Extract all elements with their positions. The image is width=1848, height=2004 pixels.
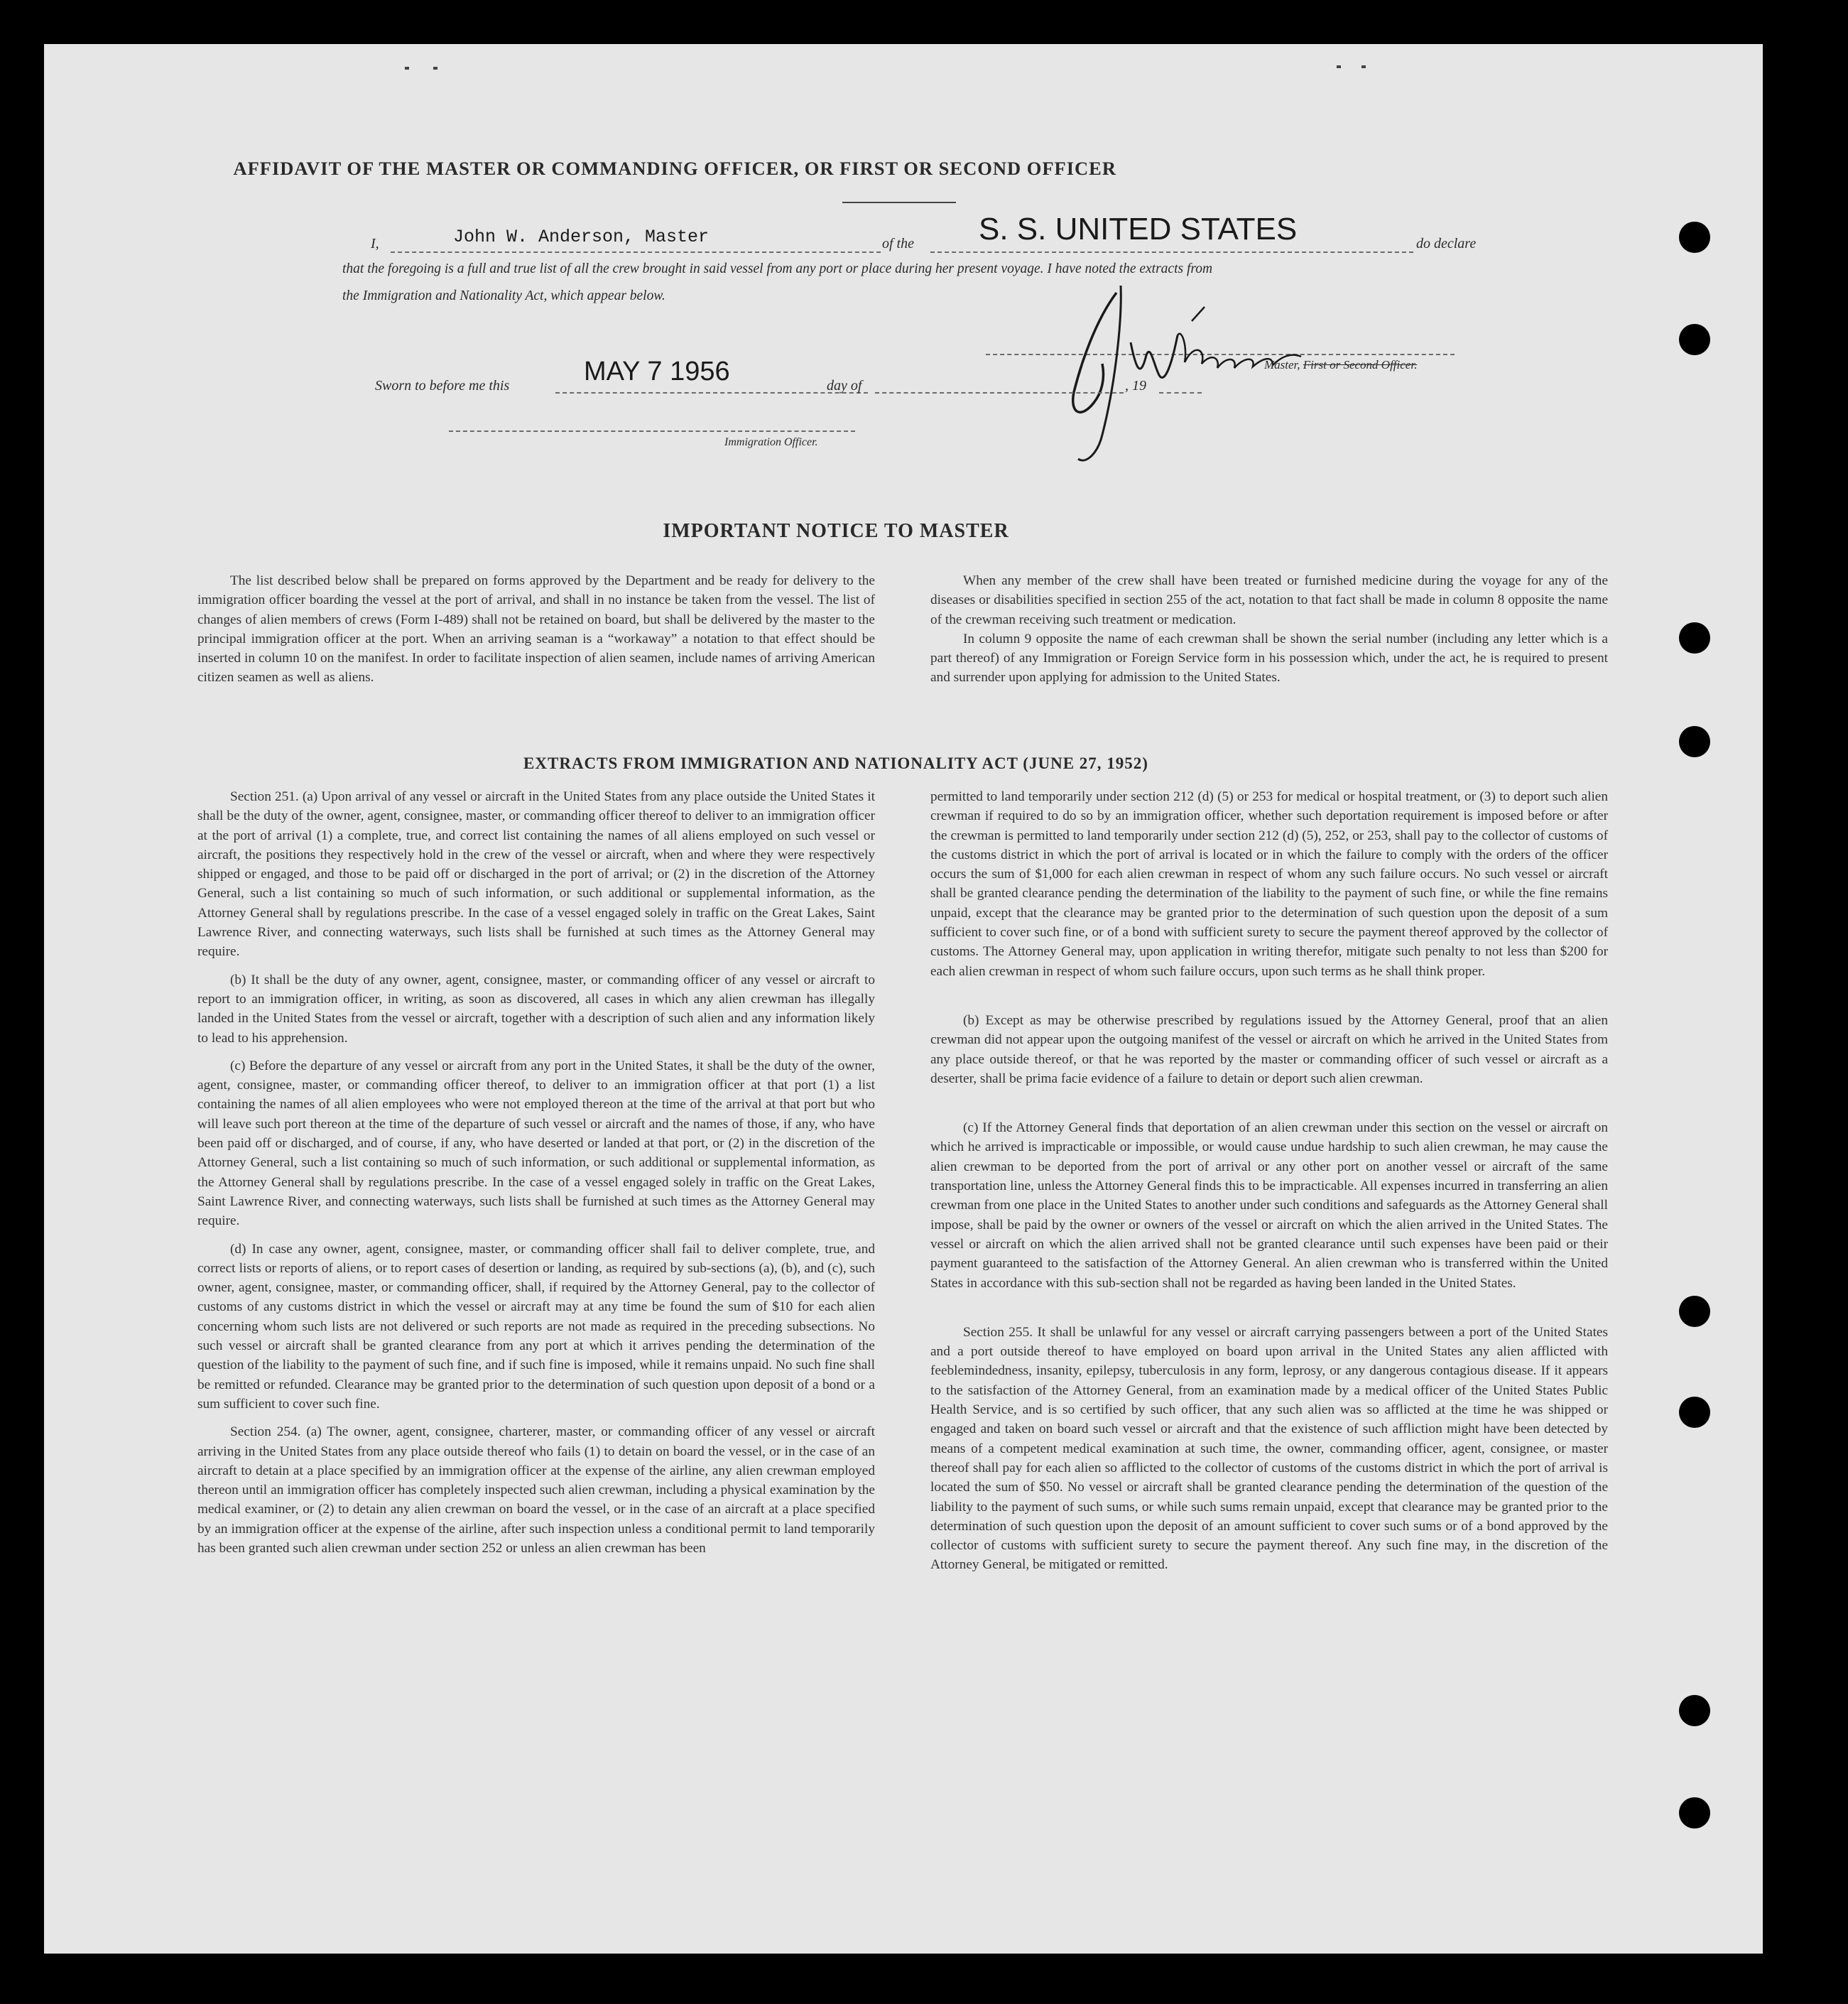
extracts-title: EXTRACTS FROM IMMIGRATION AND NATIONALITY ACT (JUNE 27, 1952) [523,754,1148,772]
statement-line-1: that the foregoing is a full and true list of all the crew brought in said vessel from any port or place during her present voyage. I have noted the extracts from [342,261,1213,276]
signer-title [1264,358,1417,372]
section-254-a: Section 254. (a) The owner, agent, consignee, charterer, master, or commanding officer of any vessel or aircraft arriving in the United States from any place outside thereof who fails (1) to detain on board the vessel, or in the case of an aircraft to detain at a place specified by an immigration officer at the expense of the airline, any alien crewman employed thereon until an immigration officer has completely inspected such alien crewman, including a physical examination by the medical examiner, or (2) to detain any alien crewman on board the vessel, or in the case of an aircraft at a place specified by an immigration officer at the expense of the airline, after such inspection unless a conditional permit to land temporarily has been granted such alien crewman under section 252 or unless an alien crewman has been [197,1424,875,1556]
declarant-line [391,251,881,253]
punch-hole [1679,324,1710,355]
notice-left-column [197,571,875,688]
punch-hole [1679,1397,1710,1428]
section-251-b: (b) It shall be the duty of any owner, agent, consignee, master, or commanding officer of any vessel or aircraft to report to an immigration officer, in writing, as soon as discovered, all cases in which any alien crewman has illegally landed in the United States from the vessel or aircraft, together with a description of such alien and any information likely to lead to his apprehension. [197,972,875,1046]
month-line [875,392,1124,394]
section-254-a-cont: permitted to land temporarily under section 212 (d) (5) or 253 for medical or hospital treatment, or (3) to deport such alien crewman if required to do so by an immigration officer, whether such deportation requirement is imposed before or after the crewman is permitted to land temporarily under section 212 (d) (5), 252, or 253, shall pay to the collector of customs of the customs district in which the port of arrival is located or in which the failure to comply with the orders of the officer occurs the sum of $1,000 for each alien crewman in respect of whom any such failure occurs. No such vessel or aircraft shall be granted clearance pending the determination of the liability to the payment of such fine, or while the fine remains unpaid, except that the clearance may be granted prior to the determination of such question upon the deposit of a sum sufficient to cover such fine, or of a bond with sufficient surety to secure the payment thereof approved by the collector of customs. The Attorney General may, upon application in writing therefor, mitigate such penalty to not less than $200 for each alien crewman in respect of whom such failure occurs, upon such terms as he shall think proper. [930,789,1608,979]
punch-hole [1679,1797,1710,1829]
signer-title-master: Master, [1264,358,1300,372]
declarant-name: John W. Anderson, Master [453,227,710,247]
section-251-c: (c) Before the departure of any vessel or aircraft from any port in the United States, it shall be the duty of the owner, agent, consignee, master, or commanding officer thereof, to deliver to an immigration officer at that port (1) a list containing the names of all alien employees who were not employed thereon at the time of the arrival at that port but who will leave such port thereon at the time of the departure of such vessel or aircraft and the names of those, if any, who have been paid off or discharged, and of course, if any, who have deserted or landed at that port, or (2) in the discretion of the Attorney General, such a list containing so much of such information, or such additional or supplemental information, as the Attorney General shall by regulations prescribe. In the case of a vessel engaged solely in traffic on the Great Lakes, Saint Lawrence River, and connecting waterways, such lists shall be furnished at such times as the Attorney General may require. [197,1058,875,1229]
statement-line-2: the Immigration and Nationality Act, which appear below. [342,288,665,303]
officer-line [449,430,855,432]
day-of-label: day of [827,378,862,394]
year-label: , 19 [1125,378,1146,394]
section-251-a: Section 251. (a) Upon arrival of any vessel or aircraft in the United States from any place outside the United States it shall be the duty of the owner, agent, consignee, master, or commanding officer thereof to deliver to an immigration officer at the port of arrival (1) a complete, true, and correct list containing the names of all aliens employed on such vessel or aircraft, the positions they respectively hold in the crew of the vessel or aircraft, when and where they were respectively shipped or engaged, and those to be paid off or discharged in the port of arrival; or (2) in the discretion of the Attorney General, such a list containing so much of such information, or such additional or supplemental information, as the Attorney General shall by regulations prescribe. In the case of a vessel engaged solely in traffic on the Great Lakes, Saint Lawrence River, and connecting waterways, such lists shall be furnished at such times as the Attorney General may require. [197,789,875,960]
extracts-left-column [197,787,875,1558]
signer-title-struck: First or Second Officer. [1303,358,1418,372]
section-251-d: (d) In case any owner, agent, consignee, master, or commanding officer shall fail to deliver complete, true, and correct lists or reports of aliens, or to report cases of desertion or landing, as required by sub-sections (a), (b), and (c), such owner, agent, consignee, master, or commanding officer, shall, if required by the Attorney General, pay to the collector of customs of any customs district in which the vessel or aircraft may at any time be found the sum of $10 for each alien concerning whom such lists are not delivered or such reports are not made as required in the preceding subsections. No such vessel or aircraft shall be granted clearance from any port at which it arrives pending the determination of the question of the liability to the payment of such fine, and if such fine is imposed, while it remains unpaid. No such fine shall be remitted or refunded. Clearance may be granted prior to the determination of such question upon deposit of a bond or a sum sufficient to cover such fine. [197,1241,875,1412]
section-254-c: (c) If the Attorney General finds that deportation of an alien crewman under this section on the vessel or aircraft on which he arrived is impracticable or impossible, or would cause undue hardship to such alien crewman, he may cause the alien crewman to be deported from the port of arrival or any other port on another vessel or aircraft of the same transportation line, unless the Attorney General finds this to be impracticable. All expenses incurred in transferring an alien crewman from one place in the United States to another under such conditions and safeguards as the Attorney General shall impose, shall be paid by the owner or owners of the vessel or aircraft on which the alien arrived in the United States. The vessel or aircraft on which the alien arrived shall not be granted clearance until such expenses have been paid or their payment guaranteed to the satisfaction of the Attorney General. An alien crewman who is transferred within the United States in accordance with this sub-section shall not be regarded as having been landed in the United States. [930,1120,1608,1291]
title-rule [842,202,956,203]
officer-label: Immigration Officer. [724,436,818,448]
signature [1053,278,1393,470]
notice-left-paragraph: The list described below shall be prepared on forms approved by the Department and be ready for delivery to the immigration officer boarding the vessel at the port of arrival, and shall in no instance be taken from the vessel. The list of changes of alien members of crews (Form I-489) shall not be retained on board, but shall be delivered by the master to the principal immigration officer at the port. When an arriving seaman is a “workaway” a notation to that effect should be inserted in column 10 on the manifest. In order to facilitate inspection of alien seamen, include names of arriving American citizen seamen as well as aliens. [197,573,875,686]
notice-right-paragraph-1: When any member of the crew shall have been treated or furnished medicine during the voyage for any of the diseases or disabilities specified in section 255 of the act, notation to that fact shall be made in column 8 opposite the name of the crewman receiving such treatment or medication. [930,573,1608,627]
scan-speck [433,67,437,70]
year-line [1159,392,1202,394]
of-the-label: of the [882,236,914,251]
punch-hole [1679,222,1710,253]
notice-title: IMPORTANT NOTICE TO MASTER [663,520,1009,542]
notice-right-paragraph-2: In column 9 opposite the name of each crewman shall be shown the serial number (including any letter which is a part thereof) of any Immigration or Foreign Service form in his possession which, under the act, he is required to present and surrender upon applying for admission to the United States. [930,631,1608,686]
sworn-date-line [555,392,868,394]
vessel-line [930,251,1413,253]
scan-speck [1361,65,1366,68]
section-255: Section 255. It shall be unlawful for any vessel or aircraft carrying passengers between a port of the United States and a port outside thereof to have employed on board upon arrival in the United States any alien afflicted with feeblemindedness, insanity, epilepsy, tuberculosis in any form, leprosy, or any dangerous contagious disease. If it appears to the satisfaction of the Attorney General, from an examination made by a medical officer of the United States Public Health Service, and is so certified by such officer, that any such alien was so afflicted at the time he was shipped or engaged and taken on board such vessel or aircraft and that the existence of such affliction might have been detected by means of a competent medical examination at such time, the owner, commanding officer, agent, consignee, or master thereof shall pay for each alien so afflicted to the collector of customs of the customs district in which the port of arrival is located the sum of $50. No vessel or aircraft shall be granted clearance pending the determination of the question of the liability to the payment of such sums, or while such sums remain unpaid, except that clearance may be granted prior to the determination of such question upon the deposit of an amount sufficient to cover such sums or of a bond approved by the collector of customs with sufficient surety to secure the payment thereof. Any such fine may, in the discretion of the Attorney General, be mitigated or remitted. [930,1324,1608,1573]
punch-hole [1679,1296,1710,1327]
scan-speck [1337,65,1341,68]
do-declare-label: do declare [1416,236,1477,251]
extracts-right-column [930,787,1608,1575]
affidavit-title: AFFIDAVIT OF THE MASTER OR COMMANDING OFFICER, OR FIRST OR SECOND OFFICER [233,158,1116,179]
sworn-date-stamp: MAY 7 1956 [584,357,730,386]
document-page [44,44,1763,1954]
notice-right-column [930,571,1608,688]
punch-hole [1679,622,1710,654]
sworn-label: Sworn to before me this [375,378,510,394]
i-label: I, [371,236,379,251]
vessel-name: S. S. UNITED STATES [979,212,1298,247]
punch-hole [1679,1695,1710,1726]
section-254-b: (b) Except as may be otherwise prescribed by regulations issued by the Attorney General, proof that an alien crewman did not appear upon the outgoing manifest of the vessel or aircraft on which he arrived in the United States from any place outside thereof, or that he was reported by the master or commanding officer of such vessel or aircraft as a deserter, shall be prima facie evidence of a failure to detain or deport such alien crewman. [930,1012,1608,1086]
punch-hole [1679,726,1710,757]
scan-speck [405,67,409,70]
